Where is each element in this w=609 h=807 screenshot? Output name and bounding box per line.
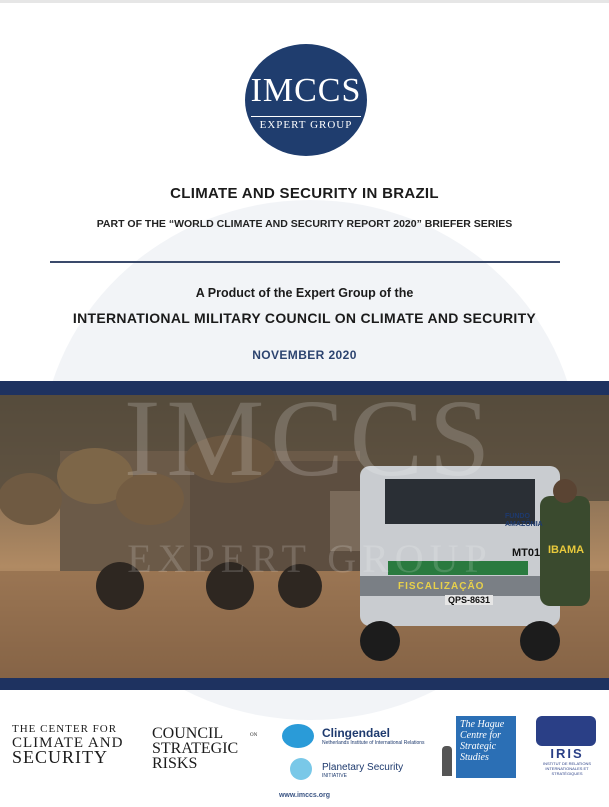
website-link[interactable]: www.imccs.org [278,792,331,799]
cover-photo [0,381,609,690]
logo-sub-text: EXPERT GROUP [251,116,361,131]
iris-name: IRIS [550,746,584,761]
cover-photo-illustration [0,381,609,690]
hague-line3: Strategic [460,741,497,752]
council-on-strategic-risks-logo [152,726,262,771]
iris-logo [536,716,598,776]
document-subtitle: PART OF THE “WORLD CLIMATE AND SECURITY REPORT 2020” BRIEFER SERIES [96,218,513,230]
csr-line2: STRATEGIC [152,740,239,757]
clingendael-sub: Netherlands Institute of International Relations [322,740,425,746]
planetary-security-name: Planetary Security [322,762,404,773]
ccs-line1: THE CENTER FOR [12,723,118,735]
clingendael-icon [282,724,314,748]
iris-sub: INSTITUT DE RELATIONS INTERNATIONALES ET STRATÉGIQUES [542,761,592,776]
planetary-security-icon [290,758,312,780]
council-line: INTERNATIONAL MILITARY COUNCIL ON CLIMATE AND SECURITY [72,310,537,326]
document-title: CLIMATE AND SECURITY IN BRAZIL [170,185,439,202]
ibama-label: IBAMA [548,544,585,556]
truck-label-text: FISCALIZAÇÃO [398,581,485,592]
divider-line [50,261,560,263]
csr-on: ON [250,733,258,738]
partner-logos [0,708,609,778]
clingendael-name: Clingendael [322,726,391,740]
hague-line4: Studies [460,752,489,763]
ccs-line3: SECURITY [12,747,109,767]
ccs-line2: CLIMATE AND [12,735,124,751]
product-line: A Product of the Expert Group of the [195,286,414,300]
planetary-security-initiative: INITIATIVE [322,773,347,779]
publication-date: NOVEMBER 2020 [252,348,357,362]
photo-bottom-band [0,678,609,690]
logo-main-text: IMCCS [250,72,362,109]
hague-centre-logo [456,716,516,778]
fundo-amazonia-label: FUNDO AMAZÔNIA [505,513,543,528]
license-plate: QPS-8631 [445,595,493,605]
world-map-icon [536,716,596,746]
csr-line3: RISKS [152,755,198,772]
truck-code: MT01 [512,547,541,559]
imccs-logo [245,44,367,156]
hague-line1: The Hague [460,719,505,730]
center-for-climate-security-logo [12,722,132,767]
csr-line1: COUNCIL [152,725,224,742]
chess-pawn-icon [442,746,452,776]
top-border [0,0,609,3]
hague-line2: Centre for [460,730,502,741]
photo-top-band [0,381,609,395]
